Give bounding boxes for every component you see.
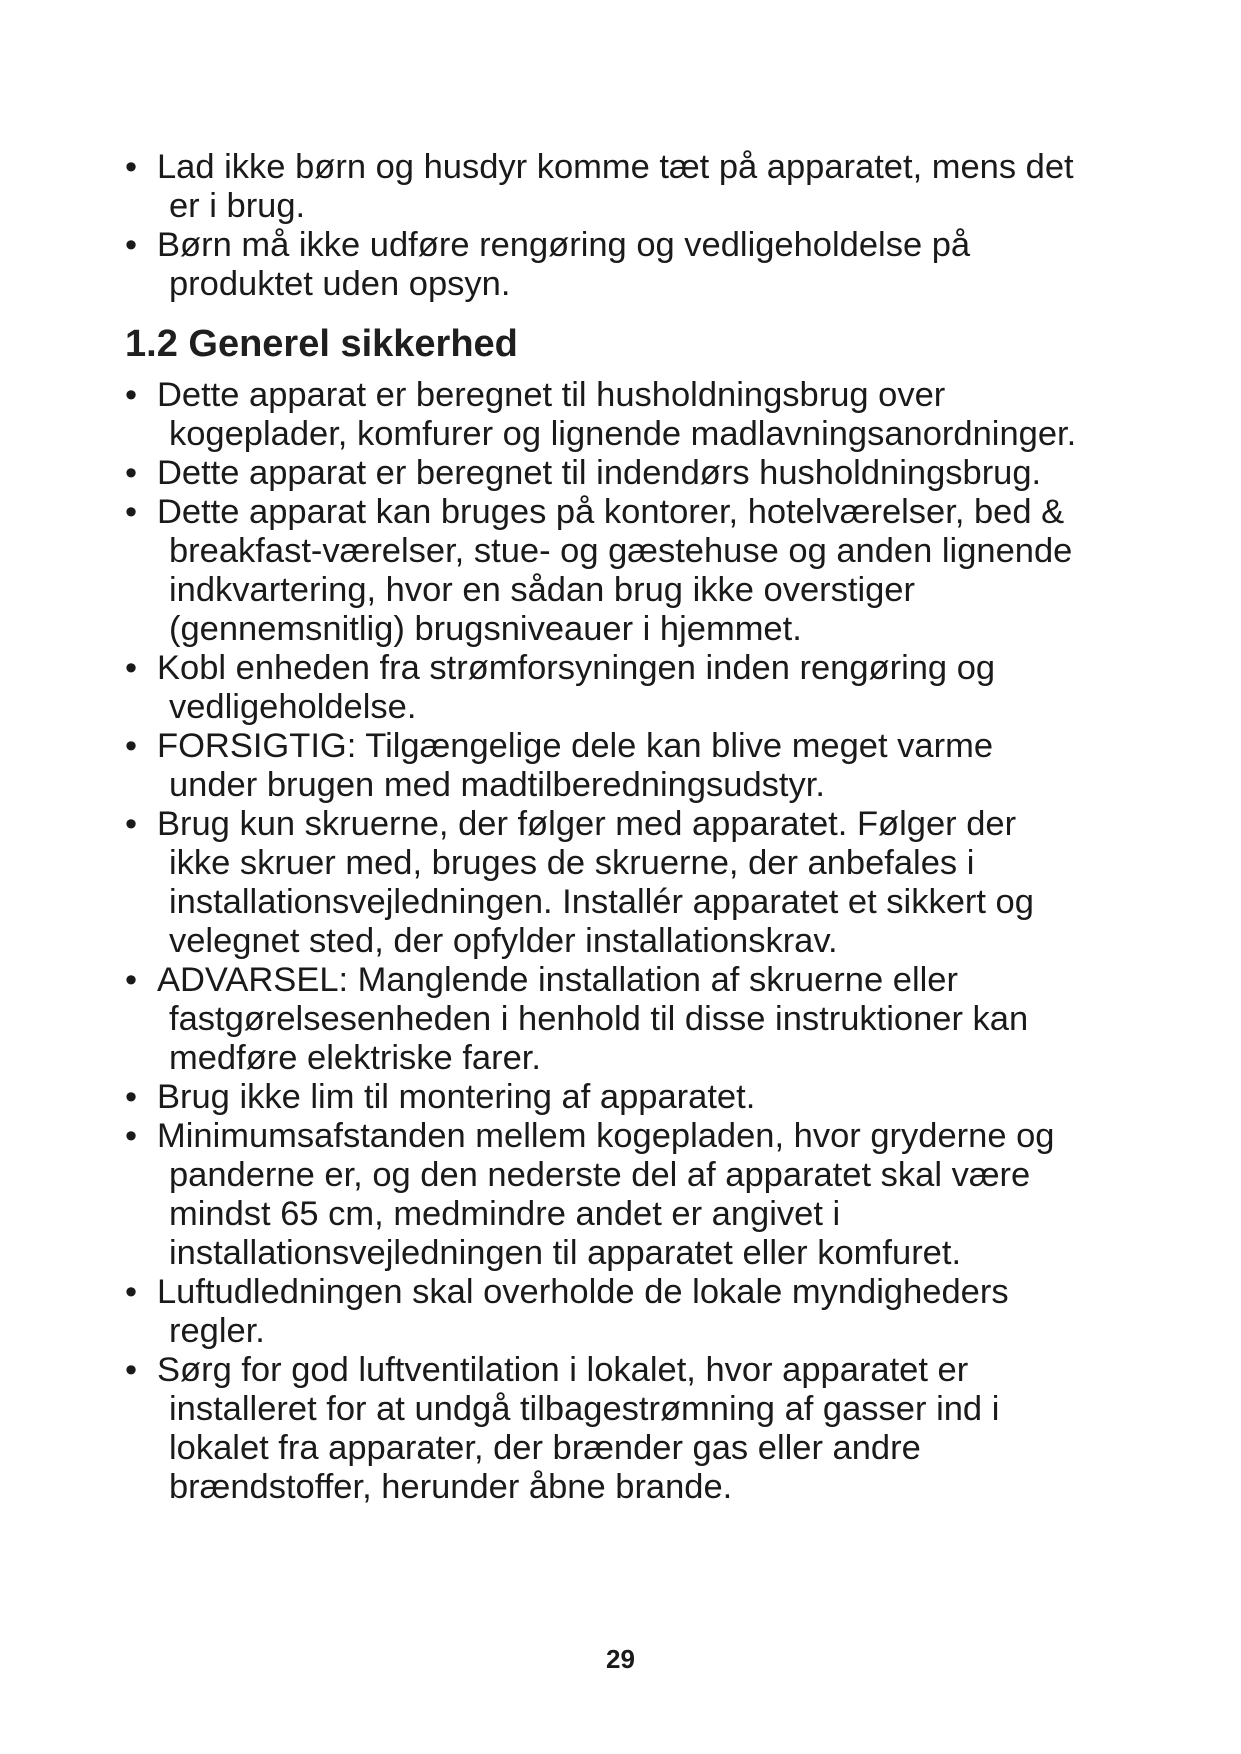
bullet-text-line: under brugen med madtilberedningsudstyr.	[169, 766, 825, 804]
bullet-text-line: installationsvejledningen til apparatet eller komfuret.	[169, 1234, 962, 1272]
bullet-item	[125, 454, 1135, 493]
bullet-item	[125, 961, 1135, 1078]
bullet-text-line: fastgørelsesenheden i henhold til disse instruktioner kan	[169, 1000, 1029, 1038]
bullet-text-line: kogeplader, komfurer og lignende madlavningsanordninger.	[169, 415, 1077, 453]
bullet-symbol: •	[125, 805, 138, 843]
bullet-symbol: •	[125, 226, 138, 264]
bullet-text-line: ikke skruer med, bruges de skruerne, der anbefales i	[169, 844, 975, 882]
bullet-item	[125, 226, 1135, 304]
bullet-text-line: Brug ikke lim til montering af apparatet.	[157, 1078, 756, 1116]
bullet-symbol: •	[125, 1078, 138, 1116]
intro-bullet-list	[125, 148, 1135, 304]
bullet-symbol: •	[125, 1351, 138, 1389]
bullet-text-line: produktet uden opsyn.	[169, 265, 511, 303]
bullet-item	[125, 148, 1135, 226]
bullet-item	[125, 1273, 1135, 1351]
bullet-item	[125, 493, 1135, 649]
bullet-text-line: er i brug.	[169, 187, 306, 225]
bullet-symbol: •	[125, 727, 138, 765]
page-content	[125, 148, 1135, 1507]
bullet-item	[125, 727, 1135, 805]
bullet-text-line: velegnet sted, der opfylder installationskrav.	[169, 922, 838, 960]
bullet-text-line: panderne er, og den nederste del af apparatet skal være	[169, 1156, 1031, 1194]
bullet-text-line: Minimumsafstanden mellem kogepladen, hvor gryderne og	[157, 1117, 1055, 1155]
bullet-text-line: Luftudledningen skal overholde de lokale myndigheders	[157, 1273, 1009, 1311]
bullet-text-line: regler.	[169, 1312, 265, 1350]
bullet-text-line: Sørg for god luftventilation i lokalet, hvor apparatet er	[157, 1351, 969, 1389]
bullet-text-line: (gennemsnitlig) brugsniveauer i hjemmet.	[169, 610, 802, 648]
bullet-symbol: •	[125, 148, 138, 186]
bullet-symbol: •	[125, 1117, 138, 1155]
bullet-item	[125, 1117, 1135, 1273]
bullet-item	[125, 649, 1135, 727]
bullet-text-line: brændstoffer, herunder åbne brande.	[169, 1468, 733, 1506]
bullet-text-line: installeret for at undgå tilbagestrømning af gasser ind i	[169, 1390, 1000, 1428]
bullet-text-line: breakfast-værelser, stue- og gæstehuse og anden lignende	[169, 532, 1073, 570]
section-heading: 1.2 Generel sikkerhed	[125, 323, 518, 365]
bullet-text-line: Dette apparat er beregnet til indendørs husholdningsbrug.	[157, 454, 1042, 492]
bullet-text-line: Dette apparat kan bruges på kontorer, hotelværelser, bed &	[157, 493, 1065, 531]
bullet-text-line: Brug kun skruerne, der følger med apparatet. Følger der	[157, 805, 1017, 843]
bullet-text-line: vedligeholdelse.	[169, 688, 417, 726]
section-bullet-list	[125, 376, 1135, 1507]
bullet-item	[125, 1078, 1135, 1117]
bullet-text-line: medføre elektriske farer.	[169, 1039, 541, 1077]
bullet-symbol: •	[125, 376, 138, 414]
bullet-item	[125, 1351, 1135, 1507]
bullet-text-line: ADVARSEL: Manglende installation af skruerne eller	[157, 961, 958, 999]
bullet-text-line: indkvartering, hvor en sådan brug ikke overstiger	[169, 571, 915, 609]
bullet-symbol: •	[125, 454, 138, 492]
bullet-symbol: •	[125, 649, 138, 687]
bullet-text-line: Dette apparat er beregnet til husholdningsbrug over	[157, 376, 946, 414]
bullet-text-line: Børn må ikke udføre rengøring og vedligeholdelse på	[157, 226, 971, 264]
bullet-symbol: •	[125, 1273, 138, 1311]
bullet-item	[125, 376, 1135, 454]
bullet-text-line: Lad ikke børn og husdyr komme tæt på apparatet, mens det	[157, 148, 1074, 186]
bullet-text-line: installationsvejledningen. Installér apparatet et sikkert og	[169, 883, 1034, 921]
page-number: 29	[606, 1644, 635, 1674]
bullet-text-line: FORSIGTIG: Tilgængelige dele kan blive meget varme	[157, 727, 994, 765]
bullet-text-line: lokalet fra apparater, der brænder gas eller andre	[169, 1429, 921, 1467]
bullet-symbol: •	[125, 961, 138, 999]
bullet-text-line: mindst 65 cm, medmindre andet er angivet i	[169, 1195, 841, 1233]
bullet-symbol: •	[125, 493, 138, 531]
bullet-text-line: Kobl enheden fra strømforsyningen inden rengøring og	[157, 649, 996, 687]
bullet-item	[125, 805, 1135, 961]
